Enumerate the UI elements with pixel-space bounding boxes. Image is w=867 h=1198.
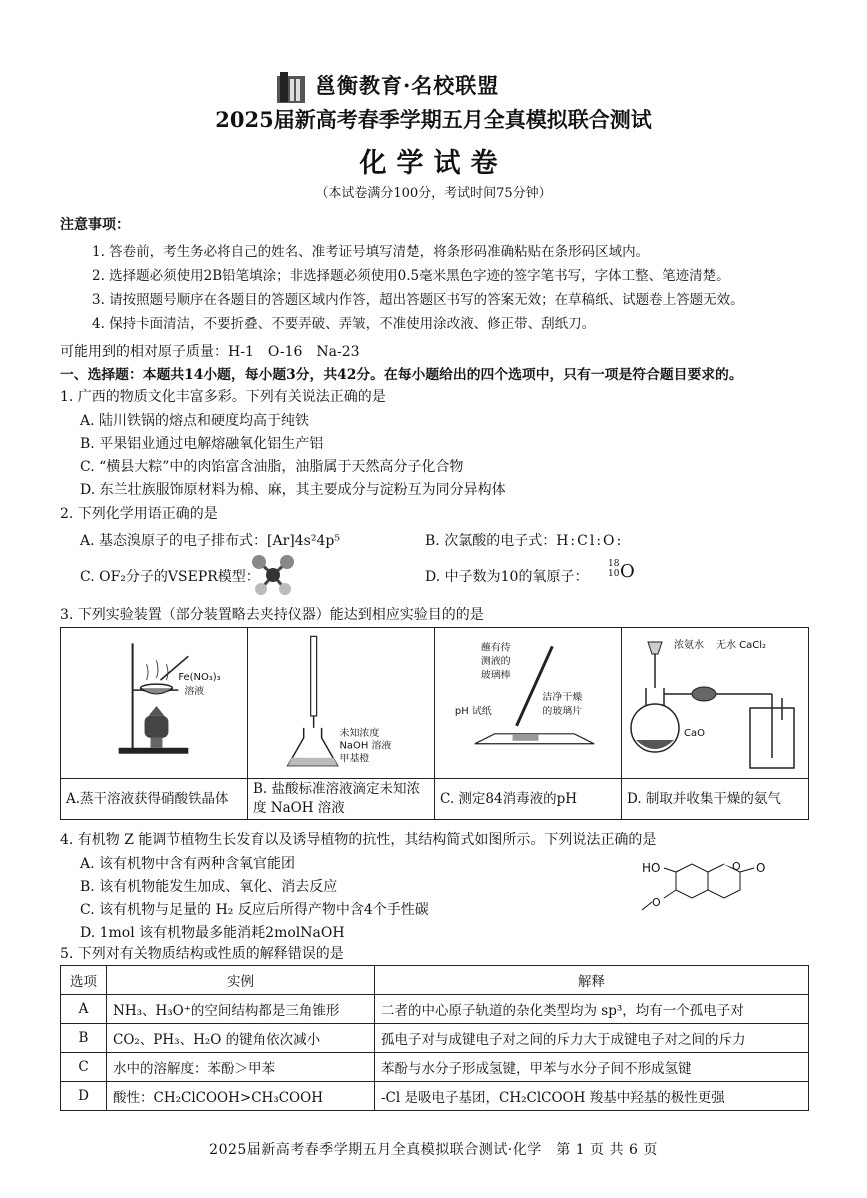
- nuclide-numbers: [608, 559, 619, 579]
- atomic-number: 10: [608, 569, 620, 579]
- vsepr-model-icon: [250, 553, 296, 597]
- table-cell: NH₃、H₃O⁺的空间结构都是三角锥形: [107, 995, 375, 1024]
- notice-item: 3. 请按照题号顺序在各题目的答题区域内作答，超出答题区书写的答案无效；在草稿纸、试题卷上答题无效。: [92, 292, 744, 308]
- coumarin-structure-icon: [640, 852, 780, 922]
- q3-apparatus-table: [60, 627, 809, 820]
- titration-apparatus-icon: [248, 628, 434, 778]
- section-heading: 一、选择题：本题共14小题，每小题3分，共42分。在每小题给出的四个选项中，只有一项是符合题目要求的。: [60, 367, 743, 383]
- table-cell: CO₂、PH₃、H₂O 的键角依次减小: [107, 1024, 375, 1053]
- notice-item: 2. 选择题必须使用2B铅笔填涂；非选择题必须使用0.5毫米黑色字迹的签字笔书写，字体工整、笔迹清楚。: [92, 268, 730, 284]
- table-cell: 二者的中心原子轨道的杂化类型均为 sp³，均有一个孤电子对: [375, 995, 809, 1024]
- q2-a-formula: [Ar]4s²4p⁵: [267, 533, 340, 549]
- fig-c-label-5: 的玻璃片: [542, 705, 583, 717]
- q3-stem: 3. 下列实验装置（部分装置略去夹持仪器）能达到相应实验目的的是: [60, 607, 484, 623]
- table-cell: 孤电子对与成键电子对之间的斥力大于成键电子对之间的斥力: [375, 1024, 809, 1053]
- q4-option-b: B. 该有机物能发生加成、氧化、消去反应: [80, 879, 338, 895]
- q3-cell-c: [435, 628, 622, 819]
- notice-heading: 注意事项：: [60, 217, 130, 233]
- q3-caption-d: D. 制取并收集干燥的氨气: [622, 778, 808, 819]
- table-row: [61, 1053, 809, 1082]
- table-header: 选项: [61, 966, 107, 995]
- q2-option-a: [80, 530, 340, 550]
- fig-b-label-3: 甲基橙: [339, 753, 370, 765]
- q2-option-c: [80, 566, 260, 586]
- exam-title: 2025届新高考春季学期五月全真模拟联合测试: [215, 107, 652, 132]
- table-header: 实例: [107, 966, 375, 995]
- fig-b-label-2: NaOH 溶液: [339, 740, 392, 752]
- table-cell: A: [61, 995, 107, 1024]
- q1-option-d: D. 东兰壮族服饰原材料为棉、麻，其主要成分与淀粉互为同分异构体: [80, 482, 506, 498]
- q1-option-a: A. 陆川铁锅的熔点和硬度均高于纯铁: [80, 413, 310, 429]
- ph-test-apparatus-icon: [435, 628, 621, 778]
- struct-label-ho: HO: [642, 861, 661, 875]
- q3-caption-c: C. 测定84消毒液的pH: [435, 778, 621, 819]
- mass-number: 18: [608, 559, 620, 569]
- table-header: 解释: [375, 966, 809, 995]
- atomic-masses: 可能用到的相对原子质量：H-1 O-16 Na-23: [60, 344, 360, 360]
- table-row: [61, 1082, 809, 1111]
- table-cell: 酸性：CH₂ClCOOH>CH₃COOH: [107, 1082, 375, 1111]
- fig-c-label-1: 蘸有待: [480, 642, 511, 654]
- table-cell: D: [61, 1082, 107, 1111]
- struct-label-o-ring: O: [732, 860, 741, 873]
- q5-stem: 5. 下列对有关物质结构或性质的解释错误的是: [60, 946, 344, 962]
- q4-option-a: A. 该有机物中含有两种含氧官能团: [80, 856, 296, 872]
- fig-a-label2: 溶液: [184, 686, 205, 698]
- brand-name: 邕衡教育·名校联盟: [315, 73, 500, 98]
- q2-d-text: D. 中子数为10的氧原子：: [425, 569, 589, 585]
- fig-c-label-4: 洁净干燥: [542, 692, 583, 704]
- notice-item: 1. 答卷前，考生务必将自己的姓名、准考证号填写清楚，将条形码准确粘贴在条形码区域内。: [92, 244, 650, 260]
- q2-b-formula: H:Cl:O:: [556, 533, 624, 549]
- q1-option-b: B. 平果铝业通过电解熔融氧化铝生产铝: [80, 436, 324, 452]
- fig-d-label-2: 无水 CaCl₂: [716, 640, 767, 651]
- q2-a-text: A. 基态溴原子的电子排布式：: [80, 533, 268, 549]
- fig-c-label-3: 玻璃棒: [480, 670, 511, 682]
- page-footer: 2025届新高考春季学期五月全真模拟联合测试·化学 第 1 页 共 6 页: [209, 1142, 658, 1158]
- q2-stem: 2. 下列化学用语正确的是: [60, 506, 218, 522]
- struct-label-o-carbonyl: O: [756, 861, 766, 875]
- fig-c-label-2: 测液的: [480, 656, 511, 668]
- q1-stem: 1. 广西的物质文化丰富多彩。下列有关说法正确的是: [60, 389, 386, 405]
- table-header-row: [61, 966, 809, 995]
- q3-caption-b: B. 盐酸标准溶液滴定未知浓度 NaOH 溶液: [248, 778, 434, 819]
- q5-table: [60, 965, 809, 1111]
- methoxy-o: O: [652, 896, 661, 909]
- fig-d-label-1: 浓氨水: [674, 640, 704, 651]
- fig-a-label: Fe(NO₃)₃: [178, 672, 221, 684]
- q4-option-c: C. 该有机物与足量的 H₂ 反应后所得产物中含4个手性碳: [80, 902, 429, 918]
- table-cell: C: [61, 1053, 107, 1082]
- q2-option-b: [425, 530, 623, 550]
- q2-option-d: [425, 566, 588, 586]
- table-row: [61, 1024, 809, 1053]
- table-cell: 水中的溶解度：苯酚＞甲苯: [107, 1053, 375, 1082]
- q3-caption-a: A.蒸干溶液获得硝酸铁晶体: [61, 778, 247, 819]
- notice-item: 4. 保持卡面清洁，不要折叠、不要弄破、弄皱，不准使用涂改液、修正带、刮纸刀。: [92, 316, 596, 332]
- q1-option-c: C. “横县大粽”中的肉馅富含油脂，油脂属于天然高分子化合物: [80, 459, 464, 475]
- table-cell: -Cl 是吸电子基团，CH₂ClCOOH 羧基中羟基的极性更强: [375, 1082, 809, 1111]
- fig-d-label-3: CaO: [684, 728, 705, 739]
- table-cell: 苯酚与水分子形成氢键，甲苯与水分子间不形成氢键: [375, 1053, 809, 1082]
- q2-c-text: C. OF₂分子的VSEPR模型：: [80, 569, 260, 585]
- q4-option-d: D. 1mol 该有机物最多能消耗2molNaOH: [80, 925, 345, 941]
- subject-title: 化学试卷: [359, 148, 508, 179]
- q3-cell-b: [248, 628, 435, 819]
- fig-b-label-1: 未知浓度: [339, 727, 380, 739]
- q3-cell-a: [61, 628, 248, 819]
- table-row: [61, 995, 809, 1024]
- table-cell: B: [61, 1024, 107, 1053]
- ammonia-apparatus-icon: [622, 628, 808, 778]
- q4-stem: 4. 有机物 Z 能调节植物生长发育以及诱导植物的抗性，其结构简式如图所示。下列说法正确的是: [60, 832, 657, 848]
- evaporation-apparatus-icon: [61, 628, 247, 778]
- q3-cell-d: [622, 628, 808, 819]
- logo-icon: [276, 70, 306, 104]
- fig-c-label-6: pH 试纸: [454, 705, 492, 717]
- oxygen-symbol: O: [620, 561, 635, 582]
- q2-b-text: B. 次氯酸的电子式：: [425, 533, 557, 549]
- score-note: （本试卷满分100分，考试时间75分钟）: [315, 186, 552, 201]
